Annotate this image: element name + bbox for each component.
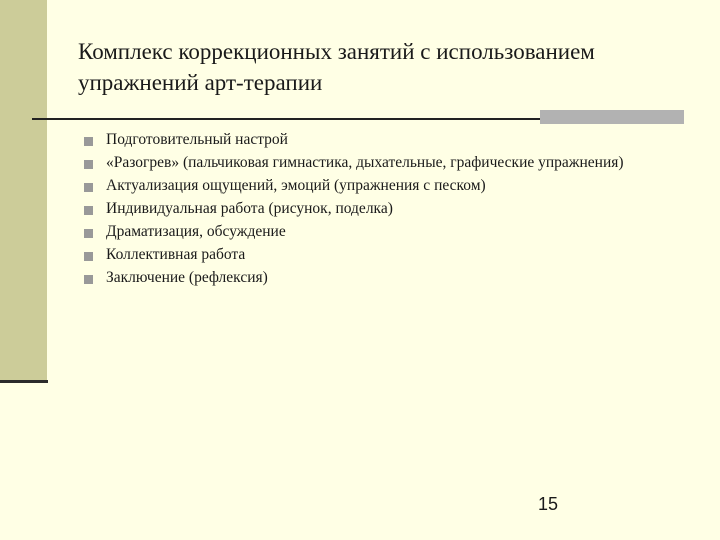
square-bullet-icon [84, 137, 93, 146]
square-bullet-icon [84, 206, 93, 215]
list-item [82, 199, 642, 219]
square-bullet-icon [84, 229, 93, 238]
square-bullet-icon [84, 183, 93, 192]
bullet-text: Подготовительный настрой [106, 131, 288, 148]
bullet-text: Коллективная работа [106, 246, 246, 263]
slide-title: Комплекс коррекционных занятий с использованием упражнений арт-терапии [78, 39, 595, 95]
left-bar-underline [0, 380, 48, 383]
square-bullet-icon [84, 160, 93, 169]
list-item [82, 176, 642, 196]
bullet-text: Заключение (рефлексия) [106, 269, 268, 286]
bullet-text: Актуализация ощущений, эмоций (упражнения с песком) [106, 177, 486, 194]
bullet-text: Драматизация, обсуждение [106, 223, 286, 240]
list-item [82, 222, 642, 242]
square-bullet-icon [84, 252, 93, 261]
bullet-text: «Разогрев» (пальчиковая гимнастика, дыхательные, графические упражнения) [106, 154, 624, 171]
bullet-text: Индивидуальная работа (рисунок, поделка) [106, 200, 393, 217]
list-item [82, 153, 642, 173]
list-item [82, 130, 642, 150]
list-item [82, 268, 642, 288]
left-accent-bar [0, 0, 47, 383]
list-item [82, 245, 642, 265]
title-divider-accent [540, 110, 684, 124]
page-number: 15 [537, 494, 559, 514]
square-bullet-icon [84, 275, 93, 284]
bullet-list [82, 130, 642, 291]
